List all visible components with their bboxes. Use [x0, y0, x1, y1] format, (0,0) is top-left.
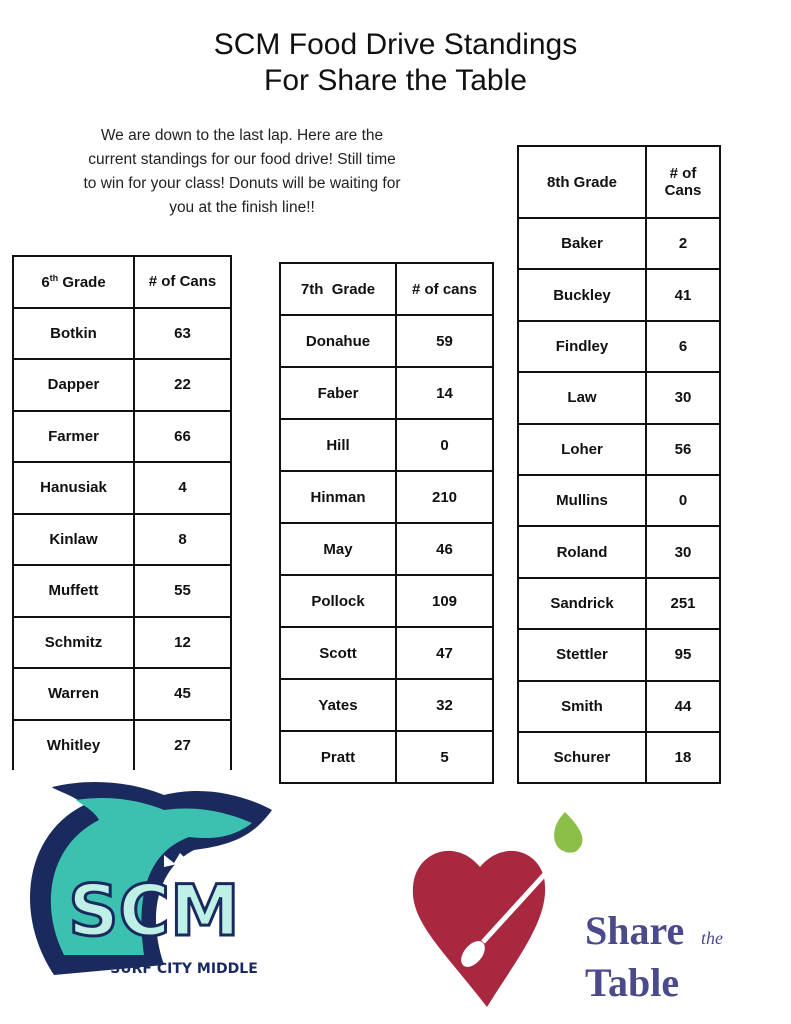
teacher-name: Pratt — [280, 731, 396, 783]
table-row — [13, 565, 231, 617]
page-title: SCM Food Drive Standings — [213, 28, 578, 61]
teacher-name: Loher — [518, 424, 646, 475]
can-count: 251 — [646, 578, 720, 629]
teacher-name: Kinlaw — [13, 514, 134, 566]
grade-header: 6th Grade — [13, 256, 134, 308]
table-row — [280, 419, 493, 471]
can-count: 109 — [396, 575, 493, 627]
table-row — [518, 681, 720, 732]
count-header: # of cans — [396, 263, 493, 315]
teacher-name: Schurer — [518, 732, 646, 783]
scm-school-name: SURF CITY MIDDLE — [110, 961, 258, 977]
table-row — [280, 679, 493, 731]
stt-share-word: Share — [585, 908, 685, 953]
table-row — [518, 218, 720, 269]
teacher-name: Botkin — [13, 308, 134, 360]
intro-text: We are down to the last lap. Here are the current standings for our food drive! Still time to win for your class! Donuts will be waiting for you at the finish line!! — [83, 127, 401, 216]
table-row — [280, 471, 493, 523]
table-row — [280, 575, 493, 627]
can-count: 30 — [646, 372, 720, 423]
table-row — [13, 617, 231, 669]
table-row — [518, 475, 720, 526]
table-header-row — [13, 256, 231, 308]
can-count: 44 — [646, 681, 720, 732]
teacher-name: Sandrick — [518, 578, 646, 629]
teacher-name: Hill — [280, 419, 396, 471]
teacher-name: Roland — [518, 526, 646, 577]
table-row — [280, 523, 493, 575]
teacher-name: Law — [518, 372, 646, 423]
teacher-name: Buckley — [518, 269, 646, 320]
teacher-name: Smith — [518, 681, 646, 732]
surf-city-middle-logo — [14, 765, 274, 985]
share-the-table-logo — [405, 812, 750, 1012]
can-count: 41 — [646, 269, 720, 320]
table-row — [13, 308, 231, 360]
can-count: 66 — [134, 411, 231, 463]
can-count: 56 — [646, 424, 720, 475]
teacher-name: Whitley — [13, 720, 134, 771]
count-header: # of Cans — [646, 146, 720, 218]
teacher-name: Hanusiak — [13, 462, 134, 514]
teacher-name: Warren — [13, 668, 134, 720]
teacher-name: Schmitz — [13, 617, 134, 669]
teacher-name: Yates — [280, 679, 396, 731]
table-row — [13, 462, 231, 514]
teacher-name: Farmer — [13, 411, 134, 463]
table-row — [280, 731, 493, 783]
table-row — [518, 629, 720, 680]
scm-letters: SCM — [68, 870, 240, 952]
can-count: 45 — [134, 668, 231, 720]
grade-header: 7th Grade — [280, 263, 396, 315]
teacher-name: Scott — [280, 627, 396, 679]
teacher-name: May — [280, 523, 396, 575]
teacher-name: Baker — [518, 218, 646, 269]
table-row — [13, 411, 231, 463]
can-count: 55 — [134, 565, 231, 617]
table-header-row — [280, 263, 493, 315]
page-subtitle: For Share the Table — [264, 64, 527, 97]
table-row — [280, 315, 493, 367]
can-count: 59 — [396, 315, 493, 367]
can-count: 2 — [646, 218, 720, 269]
teacher-name: Stettler — [518, 629, 646, 680]
can-count: 0 — [396, 419, 493, 471]
can-count: 32 — [396, 679, 493, 731]
grade6-table — [12, 255, 232, 770]
can-count: 8 — [134, 514, 231, 566]
can-count: 46 — [396, 523, 493, 575]
can-count: 63 — [134, 308, 231, 360]
can-count: 47 — [396, 627, 493, 679]
can-count: 18 — [646, 732, 720, 783]
grade7-table — [279, 262, 494, 784]
table-row — [518, 372, 720, 423]
can-count: 95 — [646, 629, 720, 680]
can-count: 30 — [646, 526, 720, 577]
stt-table-word: Table — [585, 960, 680, 1005]
table-row — [13, 514, 231, 566]
can-count: 210 — [396, 471, 493, 523]
teacher-name: Findley — [518, 321, 646, 372]
table-row — [13, 668, 231, 720]
table-header-row — [518, 146, 720, 218]
can-count: 5 — [396, 731, 493, 783]
table-row — [280, 627, 493, 679]
table-row — [13, 720, 231, 771]
count-header: # of Cans — [134, 256, 231, 308]
teacher-name: Dapper — [13, 359, 134, 411]
can-count: 27 — [134, 720, 231, 771]
can-count: 22 — [134, 359, 231, 411]
teacher-name: Faber — [280, 367, 396, 419]
can-count: 4 — [134, 462, 231, 514]
teacher-name: Pollock — [280, 575, 396, 627]
can-count: 12 — [134, 617, 231, 669]
grade-header: 8th Grade — [518, 146, 646, 218]
table-row — [518, 526, 720, 577]
table-row — [280, 367, 493, 419]
can-count: 6 — [646, 321, 720, 372]
teacher-name: Donahue — [280, 315, 396, 367]
can-count: 0 — [646, 475, 720, 526]
table-row — [518, 578, 720, 629]
can-count: 14 — [396, 367, 493, 419]
teacher-name: Muffett — [13, 565, 134, 617]
table-row — [518, 269, 720, 320]
stt-the-word: the — [701, 928, 723, 948]
table-row — [518, 424, 720, 475]
table-row — [518, 321, 720, 372]
table-row — [518, 732, 720, 783]
table-row — [13, 359, 231, 411]
teacher-name: Mullins — [518, 475, 646, 526]
grade8-table — [517, 145, 721, 784]
teacher-name: Hinman — [280, 471, 396, 523]
